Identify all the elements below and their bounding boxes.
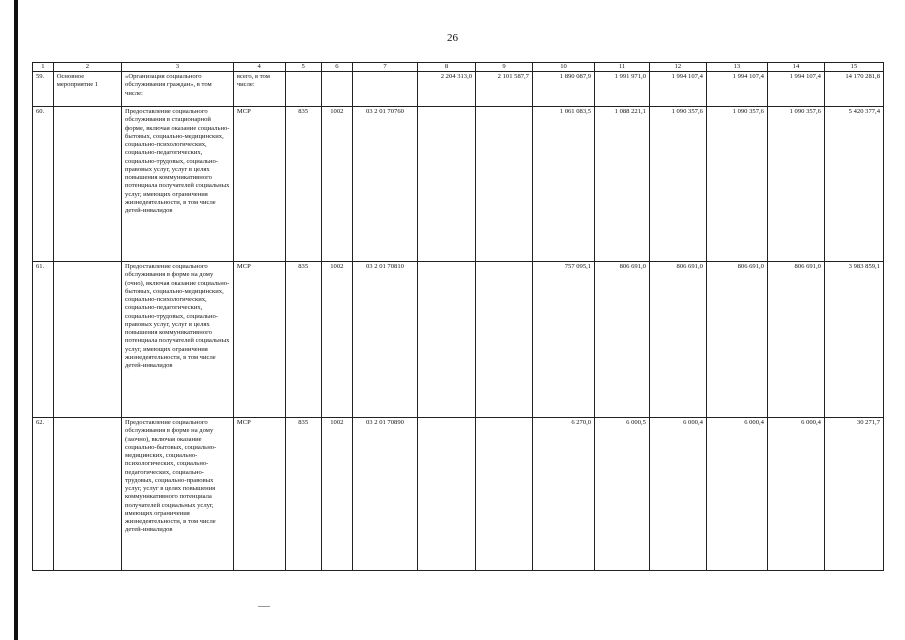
column-header: 7 (352, 63, 417, 72)
row-executor: МСР (233, 262, 285, 418)
stray-mark (258, 606, 270, 607)
row-value: 806 691,0 (595, 262, 650, 418)
column-header: 12 (649, 63, 706, 72)
row-value: 1 994 107,4 (706, 72, 767, 107)
row-grbs: 835 (285, 262, 321, 418)
row-value: 6 000,5 (595, 418, 650, 571)
column-header: 13 (706, 63, 767, 72)
row-value (476, 262, 533, 418)
column-header: 15 (824, 63, 883, 72)
row-value: 6 270,0 (532, 418, 594, 571)
column-header: 14 (767, 63, 824, 72)
row-number: 60. (33, 107, 54, 262)
row-number: 61. (33, 262, 54, 418)
row-rz (321, 72, 352, 107)
row-rz: 1002 (321, 418, 352, 571)
row-grbs: 835 (285, 107, 321, 262)
column-header: 4 (233, 63, 285, 72)
column-number-row (33, 63, 884, 72)
row-value: 1 061 083,5 (532, 107, 594, 262)
table-row (33, 418, 884, 571)
row-value: 6 000,4 (767, 418, 824, 571)
row-executor: МСР (233, 107, 285, 262)
row-value: 6 000,4 (649, 418, 706, 571)
row-rz: 1002 (321, 107, 352, 262)
row-executor: МСР (233, 418, 285, 571)
row-value: 1 090 357,6 (767, 107, 824, 262)
column-header: 5 (285, 63, 321, 72)
budget-table (32, 62, 884, 571)
row-type (53, 107, 121, 262)
row-value: 1 991 971,0 (595, 72, 650, 107)
row-name: Предоставление социального обслуживания в форме на дому (очно), включая оказание социально-бытовых, социально-медицинских, социально-психологических, социально-педагогических, социально-трудовых, социально-правовых услуг, услуг в целях повышения коммуникативного потенциала получателей социальных услуг, имеющих ограничения жизнедеятельности, в том числе детей-инвалидов (122, 262, 234, 418)
table-row (33, 107, 884, 262)
column-header: 10 (532, 63, 594, 72)
row-value: 806 691,0 (649, 262, 706, 418)
row-value: 806 691,0 (767, 262, 824, 418)
column-header: 11 (595, 63, 650, 72)
row-value: 2 204 313,0 (418, 72, 476, 107)
row-type: Основное мероприятие 1 (53, 72, 121, 107)
row-executor: всего, в том числе: (233, 72, 285, 107)
row-type (53, 262, 121, 418)
row-value (418, 418, 476, 571)
row-value: 1 890 087,9 (532, 72, 594, 107)
column-header: 3 (122, 63, 234, 72)
row-value: 2 101 587,7 (476, 72, 533, 107)
row-total: 3 983 859,1 (824, 262, 883, 418)
row-value (476, 107, 533, 262)
row-value: 757 095,1 (532, 262, 594, 418)
row-grbs: 835 (285, 418, 321, 571)
row-rz: 1002 (321, 262, 352, 418)
row-number: 62. (33, 418, 54, 571)
binding-edge (14, 0, 18, 640)
table-row (33, 72, 884, 107)
row-number: 59. (33, 72, 54, 107)
row-csr: 03 2 01 70810 (352, 262, 417, 418)
column-header: 9 (476, 63, 533, 72)
row-grbs (285, 72, 321, 107)
row-value (418, 262, 476, 418)
row-type (53, 418, 121, 571)
row-csr: 03 2 01 70760 (352, 107, 417, 262)
row-total: 14 170 281,8 (824, 72, 883, 107)
row-csr (352, 72, 417, 107)
row-name: Предоставление социального обслуживания в стационарной форме, включая оказание социально-бытовых, социально-медицинских, социально-психологических, социально-педагогических, социально-трудовых, социально-правовых услуг, услуг в целях повышения коммуникативного потенциала получателей социальных услуг, имеющих ограничения жизнедеятельности, в том числе детей-инвалидов (122, 107, 234, 262)
row-name: «Организация социального обслуживания граждан», в том числе: (122, 72, 234, 107)
row-total: 5 420 377,4 (824, 107, 883, 262)
row-value: 1 994 107,4 (767, 72, 824, 107)
row-total: 30 271,7 (824, 418, 883, 571)
row-value: 1 994 107,4 (649, 72, 706, 107)
row-value: 1 090 357,6 (706, 107, 767, 262)
row-value: 6 000,4 (706, 418, 767, 571)
row-value: 1 090 357,6 (649, 107, 706, 262)
page-number: 26 (447, 32, 458, 44)
column-header: 8 (418, 63, 476, 72)
row-value: 1 088 221,1 (595, 107, 650, 262)
column-header: 1 (33, 63, 54, 72)
row-name: Предоставление социального обслуживания в форме на дому (заочно), включая оказание социально-бытовых, социально-медицинских, социально-психологических, социально-педагогических, социально-трудовых, социально-правовых услуг, услуг в целях повышения коммуникативного потенциала получателей социальных услуг, имеющих ограничения жизнедеятельности, в том числе детей-инвалидов (122, 418, 234, 571)
row-value (418, 107, 476, 262)
column-header: 6 (321, 63, 352, 72)
row-value (476, 418, 533, 571)
row-value: 806 691,0 (706, 262, 767, 418)
table-row (33, 262, 884, 418)
column-header: 2 (53, 63, 121, 72)
row-csr: 03 2 01 70890 (352, 418, 417, 571)
